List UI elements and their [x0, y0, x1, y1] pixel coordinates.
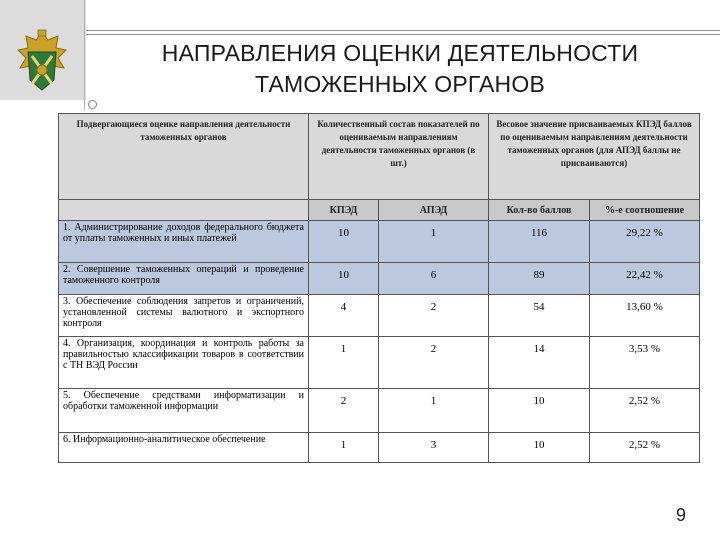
row-ratio: 22,42 %	[590, 263, 700, 295]
table-row	[59, 221, 700, 263]
customs-emblem-icon	[14, 28, 70, 94]
decor-line-top	[86, 30, 720, 31]
row-direction: 3. Обеспечение соблюдения запретов и ограничений, установленной системы валютного и экспортного контроля	[59, 295, 309, 337]
row-kped: 4	[309, 295, 379, 337]
row-direction: 1. Администрирование доходов федерального бюджета от уплаты таможенных и иных платежей	[59, 221, 309, 263]
header-directions: Подвергающиеся оценке направления деятельности таможенных органов	[59, 114, 309, 200]
row-ratio: 13,60 %	[590, 295, 700, 337]
row-aped: 1	[379, 221, 489, 263]
page-number: 9	[675, 505, 686, 525]
row-kped: 1	[309, 337, 379, 389]
row-direction: 5. Обеспечение средствами информатизации и обработки таможенной информации	[59, 389, 309, 433]
row-kped: 10	[309, 263, 379, 295]
row-direction: 4. Организация, координация и контроль работы за правильностью классификации товаров в соответствии с ТН ВЭД России	[59, 337, 309, 389]
row-aped: 1	[379, 389, 489, 433]
row-points: 14	[489, 337, 590, 389]
row-aped: 2	[379, 295, 489, 337]
row-points: 89	[489, 263, 590, 295]
header-indicators-count: Количественный состав показателей по оцениваемым направлениям деятельности таможенных органов (в шт.)	[309, 114, 489, 200]
page-title-line2: ТАМОЖЕННЫХ ОРГАНОВ	[255, 71, 545, 97]
subheader-empty	[59, 200, 309, 221]
row-ratio: 29,22 %	[590, 221, 700, 263]
evaluation-table	[58, 113, 699, 463]
table-row	[59, 263, 700, 295]
decor-vertical-line	[84, 0, 85, 110]
row-kped: 1	[309, 433, 379, 463]
table-row	[59, 389, 700, 433]
row-direction: 6. Информационно-аналитическое обеспечение	[59, 433, 309, 463]
row-ratio: 3,53 %	[590, 337, 700, 389]
decor-line-top-2	[86, 34, 720, 35]
row-points: 116	[489, 221, 590, 263]
subheader-kped: КПЭД	[309, 200, 379, 221]
subheader-aped: АПЭД	[379, 200, 489, 221]
header-weight-value: Весовое значение присваиваемых КПЭД баллов по оцениваемым направлениям деятельности таможенных органов (для АПЭД баллы не присваиваются)	[489, 114, 700, 200]
table-row	[59, 295, 700, 337]
subheader-ratio: %-е соотношение	[590, 200, 700, 221]
row-ratio: 2,52 %	[590, 389, 700, 433]
decor-circle	[88, 100, 97, 109]
row-ratio: 2,52 %	[590, 433, 700, 463]
row-points: 10	[489, 433, 590, 463]
row-aped: 2	[379, 337, 489, 389]
row-points: 54	[489, 295, 590, 337]
row-aped: 6	[379, 263, 489, 295]
page-title	[100, 38, 700, 100]
row-points: 10	[489, 389, 590, 433]
row-aped: 3	[379, 433, 489, 463]
row-kped: 10	[309, 221, 379, 263]
table-row	[59, 433, 700, 463]
subheader-points: Кол-во баллов	[489, 200, 590, 221]
row-kped: 2	[309, 389, 379, 433]
page-title-line1: НАПРАВЛЕНИЯ ОЦЕНКИ ДЕЯТЕЛЬНОСТИ	[161, 40, 639, 66]
row-direction: 2. Совершение таможенных операций и проведение таможенного контроля	[59, 263, 309, 295]
table-row	[59, 337, 700, 389]
